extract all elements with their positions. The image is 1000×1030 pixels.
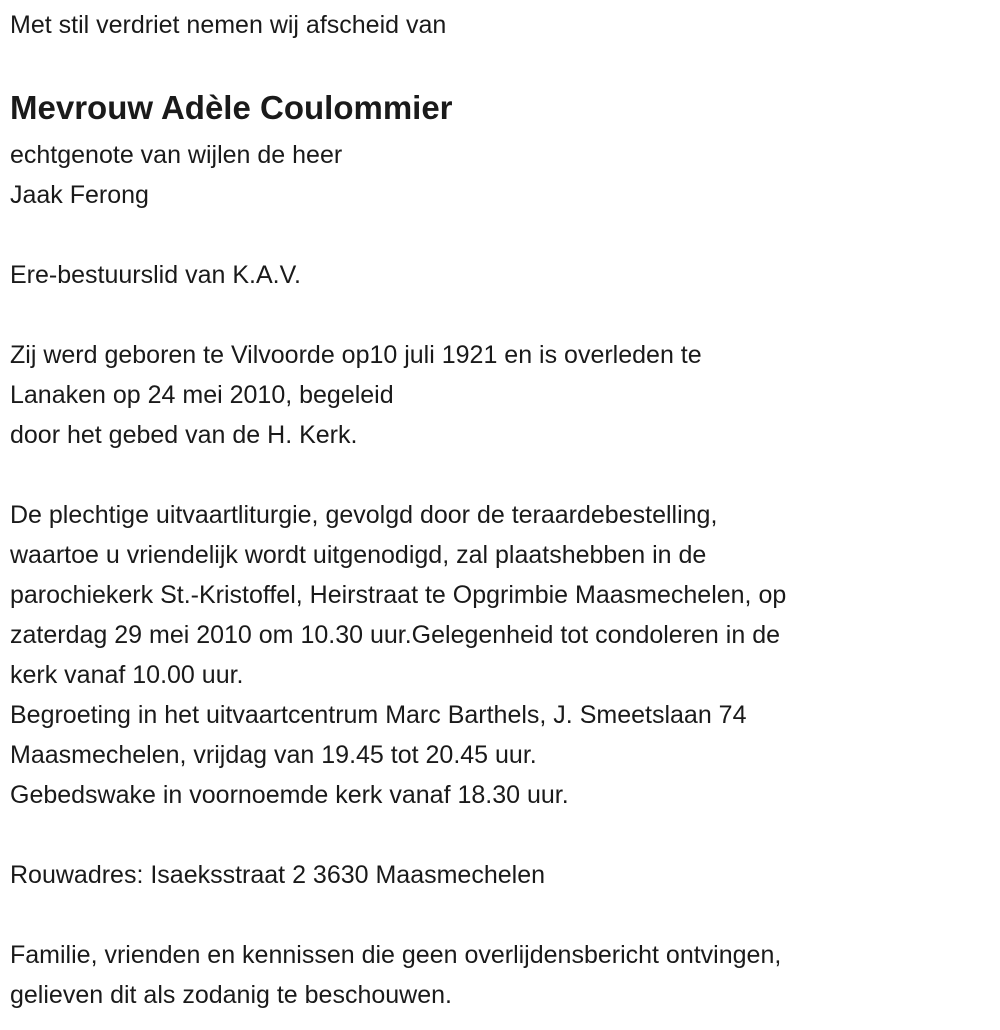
funeral-line: kerk vanaf 10.00 uur. xyxy=(10,661,244,689)
spouse-line: echtgenote van wijlen de heer xyxy=(10,141,343,169)
birth-death-line: Zij werd geboren te Vilvoorde op10 juli 1921 en is overleden te xyxy=(10,341,702,369)
funeral-line: De plechtige uitvaartliturgie, gevolgd door de teraardebestelling, xyxy=(10,501,718,529)
address-text: Rouwadres: Isaeksstraat 2 3630 Maasmechelen xyxy=(10,861,546,889)
closing-line: gelieven dit als zodanig te beschouwen. xyxy=(10,981,452,1009)
funeral-line: Begroeting in het uitvaartcentrum Marc Barthels, J. Smeetslaan 74 xyxy=(10,701,747,729)
birth-death-line: Lanaken op 24 mei 2010, begeleid xyxy=(10,381,394,409)
funeral-line: Gebedswake in voornoemde kerk vanaf 18.30 uur. xyxy=(10,781,569,809)
deceased-name: Mevrouw Adèle Coulommier xyxy=(10,89,453,126)
closing-line: Familie, vrienden en kennissen die geen overlijdensbericht ontvingen, xyxy=(10,941,782,969)
intro-text: Met stil verdriet nemen wij afscheid van xyxy=(10,11,447,39)
birth-death-line: door het gebed van de H. Kerk. xyxy=(10,421,358,449)
funeral-line: waartoe u vriendelijk wordt uitgenodigd, zal plaatshebben in de xyxy=(10,541,707,569)
funeral-line: Maasmechelen, vrijdag van 19.45 tot 20.45 uur. xyxy=(10,741,537,769)
spouse-line: Jaak Ferong xyxy=(10,181,149,209)
funeral-line: parochiekerk St.-Kristoffel, Heirstraat te Opgrimbie Maasmechelen, op xyxy=(10,581,787,609)
funeral-line: zaterdag 29 mei 2010 om 10.30 uur.Gelegenheid tot condoleren in de xyxy=(10,621,780,649)
role-text: Ere-bestuurslid van K.A.V. xyxy=(10,261,301,289)
